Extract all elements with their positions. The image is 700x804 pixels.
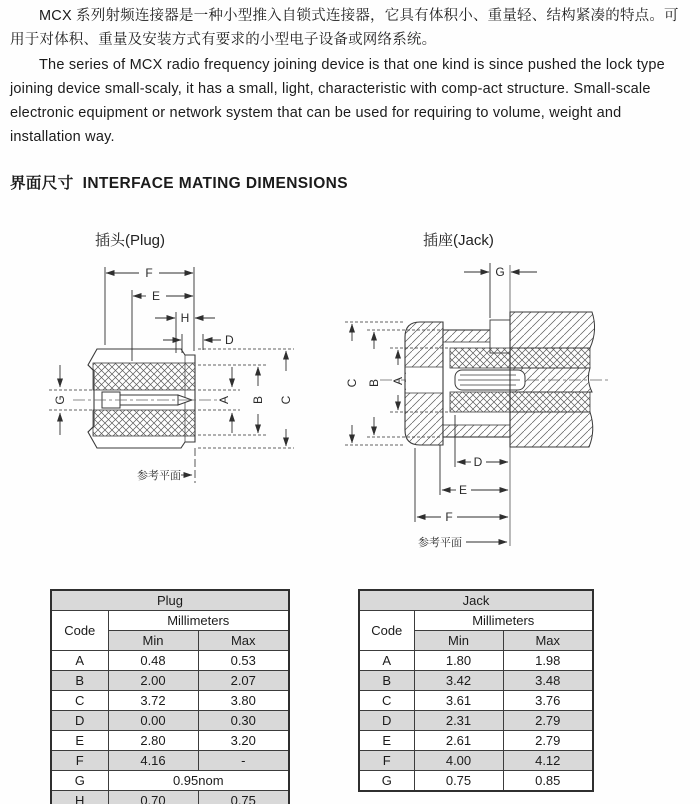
jack-dim-label-F: F <box>445 510 453 524</box>
jack-table-body <box>359 651 593 792</box>
plug-table <box>50 589 290 804</box>
jack-table-title-row <box>359 590 593 611</box>
plug-max-header: Max <box>198 631 289 651</box>
jack-reference-plane-label: 参考平面 <box>418 537 462 549</box>
max-cell: 0.85 <box>503 771 593 792</box>
jack-code-header: Code <box>359 611 414 651</box>
min-cell: 3.42 <box>414 671 503 691</box>
max-cell: 3.20 <box>198 731 289 751</box>
max-cell: 0.75 <box>198 791 289 804</box>
jack-dim-label-D: D <box>473 455 483 469</box>
table-row <box>51 751 289 771</box>
min-cell: 0.70 <box>108 791 198 804</box>
table-row <box>359 751 593 771</box>
min-cell: 0.75 <box>414 771 503 792</box>
table-row <box>359 651 593 671</box>
max-cell: - <box>198 751 289 771</box>
min-cell: 2.80 <box>108 731 198 751</box>
jack-diagram <box>340 255 700 563</box>
max-cell: 3.76 <box>503 691 593 711</box>
min-cell: 4.16 <box>108 751 198 771</box>
max-cell: 3.48 <box>503 671 593 691</box>
table-row <box>359 771 593 792</box>
plug-diagram-title: 插头(Plug) <box>95 232 166 249</box>
jack-table-unit-row <box>359 611 593 631</box>
code-cell: E <box>359 731 414 751</box>
min-cell: 4.00 <box>414 751 503 771</box>
max-cell: 4.12 <box>503 751 593 771</box>
table-row <box>51 791 289 804</box>
plug-unit-header: Millimeters <box>108 611 289 631</box>
code-cell: H <box>51 791 108 804</box>
table-row <box>359 671 593 691</box>
code-cell: C <box>51 691 108 711</box>
intro-paragraph-en: The series of MCX radio frequency joining device is that one kind is since pushed the lock type joining device small-scaly, it has a small, light, characteristic with comp-act structure. Small-scale electronic equipment or network system that can be used for requiring to volume, weight and installation way. <box>10 56 665 146</box>
plug-code-header: Code <box>51 611 108 651</box>
jack-dim-label-B: B <box>367 378 381 388</box>
max-cell: 2.79 <box>503 711 593 731</box>
jack-min-header: Min <box>414 631 503 651</box>
plug-reference-plane <box>181 448 195 483</box>
plug-table-title: Plug <box>51 590 289 611</box>
max-cell: 2.79 <box>503 731 593 751</box>
min-cell: 1.80 <box>414 651 503 671</box>
code-cell: G <box>51 771 108 791</box>
plug-diagram <box>35 255 305 493</box>
plug-dim-label-H: H <box>180 311 190 325</box>
table-row <box>51 711 289 731</box>
max-cell: 1.98 <box>503 651 593 671</box>
plug-dim-label-F: F <box>145 266 153 280</box>
intro-text <box>10 4 692 150</box>
jack-dim-label-G: G <box>495 265 505 279</box>
plug-dim-label-A: A <box>217 395 231 405</box>
table-row <box>359 731 593 751</box>
plug-dim-label-E: E <box>151 289 161 303</box>
max-cell: 2.07 <box>198 671 289 691</box>
code-cell: D <box>359 711 414 731</box>
max-cell: 0.30 <box>198 711 289 731</box>
table-row <box>51 671 289 691</box>
plug-reference-plane-label: 参考平面 <box>137 470 181 482</box>
code-cell: C <box>359 691 414 711</box>
jack-max-header: Max <box>503 631 593 651</box>
plug-dim-label-G: G <box>53 395 67 405</box>
min-cell: 2.00 <box>108 671 198 691</box>
code-cell: A <box>359 651 414 671</box>
plug-table-unit-row <box>51 611 289 631</box>
plug-table-title-row <box>51 590 289 611</box>
code-cell: F <box>359 751 414 771</box>
section-heading-zh: 界面尺寸 <box>10 175 74 192</box>
code-cell: B <box>51 671 108 691</box>
jack-table <box>358 589 594 792</box>
code-cell: E <box>51 731 108 751</box>
jack-dim-label-A: A <box>391 376 405 386</box>
min-cell: 2.61 <box>414 731 503 751</box>
code-cell: B <box>359 671 414 691</box>
jack-dim-label-C: C <box>345 378 359 388</box>
min-cell: 3.61 <box>414 691 503 711</box>
code-cell: A <box>51 651 108 671</box>
jack-diagram-title: 插座(Jack) <box>423 232 494 249</box>
min-cell: 2.31 <box>414 711 503 731</box>
section-heading <box>10 171 348 193</box>
plug-table-body <box>51 651 289 804</box>
value-cell: 0.95nom <box>108 771 289 791</box>
min-cell: 0.48 <box>108 651 198 671</box>
table-row <box>359 691 593 711</box>
code-cell: D <box>51 711 108 731</box>
table-row <box>359 711 593 731</box>
plug-dim-label-B: B <box>251 395 265 405</box>
jack-dim-E <box>440 445 508 495</box>
plug-min-header: Min <box>108 631 198 651</box>
max-cell: 3.80 <box>198 691 289 711</box>
plug-dim-label-D: D <box>225 333 234 347</box>
table-row <box>51 771 289 791</box>
plug-dim-label-C: C <box>279 395 293 405</box>
jack-dim-label-E: E <box>458 483 468 497</box>
code-cell: F <box>51 751 108 771</box>
jack-socket-contact <box>455 370 525 390</box>
intro-paragraph-zh: MCX 系列射频连接器是一种小型推入自锁式连接器，它具有体积小、重量轻、结构紧凑的特点。可用于对体积、重量及安装方式有要求的小型电子设备或网络系统。 <box>10 8 679 49</box>
section-heading-en: INTERFACE MATING DIMENSIONS <box>82 175 349 192</box>
min-cell: 0.00 <box>108 711 198 731</box>
max-cell: 0.53 <box>198 651 289 671</box>
code-cell: G <box>359 771 414 792</box>
table-row <box>51 731 289 751</box>
min-cell: 3.72 <box>108 691 198 711</box>
table-row <box>51 651 289 671</box>
jack-unit-header: Millimeters <box>414 611 593 631</box>
table-row <box>51 691 289 711</box>
jack-table-title: Jack <box>359 590 593 611</box>
